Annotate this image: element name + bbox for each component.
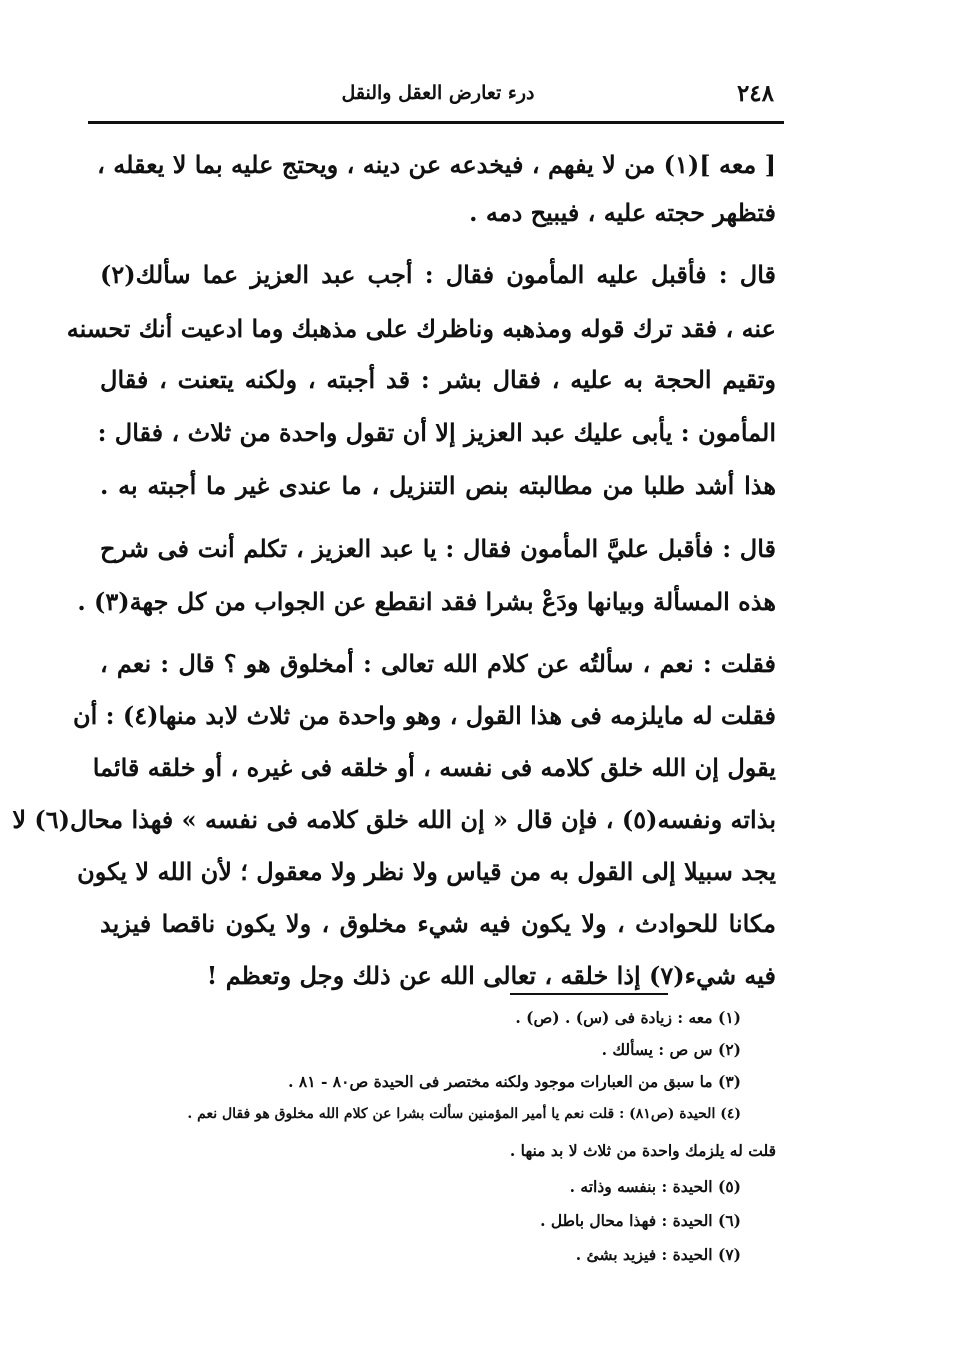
text-line: المأمون : يأبى عليك عبد العزيز إلا أن تقول واحدة من ثلاث ، فقال : [97,418,776,447]
footnote: (٥) الحيدة : بنفسه وذاته . [569,1177,741,1196]
text-line: وتقيم الحجة به عليه ، فقال بشر : قد أجبته ، ولكنه يتعنت ، فقال [100,365,776,394]
footnote: (٢) س ص : يسألك . [601,1040,741,1059]
text-line: قال : فأقبل عليَّ المأمون فقال : يا عبد العزيز ، تكلم أنت فى شرح [100,534,776,563]
text-line: فيه شيء(٧) إذا خلقه ، تعالى الله عن ذلك وجل وتعظم ! [206,961,776,990]
page-number: ٢٤٨ [736,80,774,107]
text-line: هذه المسألة وبيانها ودَعْ بشرا فقد انقطع عن الجواب من كل جهة(٣) . [77,587,776,616]
footnote: (٦) الحيدة : فهذا محال باطل . [540,1211,741,1230]
header-rule [88,121,784,124]
text-line: فقلت : نعم ، سألتُه عن كلام الله تعالى : أمخلوق هو ؟ قال : نعم ، [100,649,776,678]
text-line: عنه ، فقد ترك قوله ومذهبه وناظرك على مذهبك وما ادعيت أنك تحسنه [66,314,776,343]
text-line: هذا أشد طلبا من مطالبته بنص التنزيل ، ما عندى غير ما أجبته به . [100,471,776,500]
text-line: قال : فأقبل عليه المأمون فقال : أجب عبد العزيز عما سألك(٢) [100,260,776,289]
text-line: يجد سبيلا إلى القول به من قياس ولا نظر ولا معقول ؛ لأن الله لا يكون [77,857,776,886]
text-line: فتظهر حجته عليه ، فيبيح دمه . [469,198,776,227]
page-header [92,64,784,124]
footnote: قلت له يلزمك واحدة من ثلاث لا بد منها . [509,1141,776,1160]
footnote: (٤) الحيدة (ص٨١) : قلت نعم يا أمير المؤمنين سألت بشرا عن كلام الله مخلوق هو فقال نعم . [187,1106,741,1122]
footnote: (٧) الحيدة : فيزيد بشئ . [575,1245,741,1264]
text-line: [ معه ](١) من لا يفهم ، فيخدعه عن دينه ، ويحتج عليه بما لا يعقله ، [97,150,776,179]
running-title: درء تعارض العقل والنقل [341,82,535,104]
text-line: بذاته ونفسه(٥) ، فإن قال « إن الله خلق كلامه فى نفسه » فهذا محال(٦) لا [12,805,776,834]
text-line: مكانا للحوادث ، ولا يكون فيه شيء مخلوق ، ولا يكون ناقصا فيزيد [100,909,776,938]
text-line: يقول إن الله خلق كلامه فى نفسه ، أو خلقه فى غيره ، أو خلقه قائما [92,753,776,782]
text-line: فقلت له مايلزمه فى هذا القول ، وهو واحدة من ثلاث لابد منها(٤) : أن [73,701,776,730]
footnote: (٣) ما سبق من العبارات موجود ولكنه مختصر فى الحيدة ص٨٠ - ٨١ . [288,1072,741,1091]
footnote-separator [510,993,668,995]
footnote: (١) معه : زيادة فى (س) . (ص) . [515,1008,741,1027]
